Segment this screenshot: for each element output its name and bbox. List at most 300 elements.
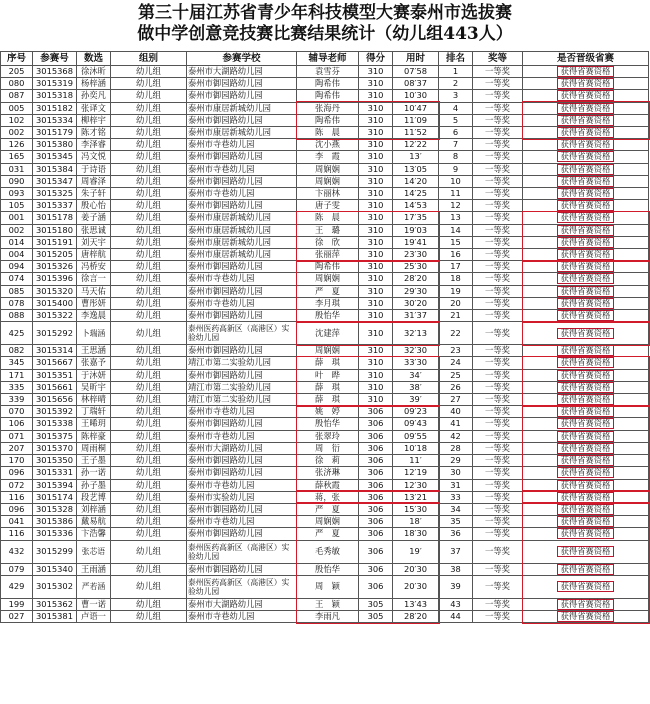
title-line-2: 做中学创意竞技赛比赛结果统计（幼儿组443人） (137, 24, 513, 44)
cell-school: 泰州市御园路幼儿园 (187, 467, 297, 479)
cell-time: 15′30 (393, 503, 439, 515)
cell-qualification (523, 285, 649, 297)
cell-school: 泰州市寺巷幼儿园 (187, 479, 297, 491)
cell-time: 12′19 (393, 467, 439, 479)
cell-teacher: 沈小燕 (297, 139, 359, 151)
cell-school: 泰州市康居新城幼儿园 (187, 249, 297, 261)
cell-group: 幼儿组 (111, 491, 187, 503)
cell-score: 305 (359, 610, 393, 622)
cell-qualification (523, 540, 649, 563)
cell-qualification (523, 467, 649, 479)
cell-score: 310 (359, 236, 393, 248)
qualification-tag: 获得省赛资格 (557, 394, 615, 405)
cell-award: 一等奖 (473, 102, 523, 114)
cell-row-index: 074 (1, 273, 33, 285)
cell-teacher: 李 霞 (297, 151, 359, 163)
cell-school: 泰州市御园路幼儿园 (187, 455, 297, 467)
cell-score: 310 (359, 357, 393, 369)
header-teacher: 辅导老师 (297, 52, 359, 66)
cell-teacher: 薛 琪 (297, 394, 359, 406)
cell-contestant-name: 于沐妍 (77, 369, 111, 381)
qualification-tag: 获得省赛资格 (557, 249, 615, 260)
cell-rank: 25 (439, 369, 473, 381)
cell-award: 一等奖 (473, 200, 523, 212)
cell-score: 306 (359, 479, 393, 491)
cell-score: 310 (359, 78, 393, 90)
qualification-tag: 获得省赛资格 (557, 480, 615, 491)
cell-school: 泰州市寺巷幼儿园 (187, 139, 297, 151)
cell-school: 泰州市康居新城幼儿园 (187, 102, 297, 114)
cell-entry-number: 3015174 (33, 491, 77, 503)
cell-score: 306 (359, 430, 393, 442)
table-row (1, 455, 649, 467)
cell-time: 18′ (393, 516, 439, 528)
cell-award: 一等奖 (473, 406, 523, 418)
qualification-tag: 获得省赛资格 (557, 443, 615, 454)
cell-teacher: 薛秋霞 (297, 479, 359, 491)
cell-award: 一等奖 (473, 249, 523, 261)
cell-entry-number: 3015320 (33, 285, 77, 297)
cell-rank: 24 (439, 357, 473, 369)
title-line-1: 第三十届江苏省青少年科技模型大赛泰州市选拔赛 (138, 3, 512, 23)
cell-contestant-name: 周睿泽 (77, 175, 111, 187)
cell-contestant-name: 孙一诺 (77, 467, 111, 479)
cell-teacher: 陶希伟 (297, 114, 359, 126)
cell-teacher: 徐 莉 (297, 455, 359, 467)
cell-teacher: 毛秀敏 (297, 540, 359, 563)
cell-school: 泰州市康居新城幼儿园 (187, 127, 297, 139)
cell-rank: 27 (439, 394, 473, 406)
cell-score: 310 (359, 224, 393, 236)
cell-rank: 22 (439, 322, 473, 345)
table-row (1, 394, 649, 406)
table-row (1, 249, 649, 261)
qualification-tag: 获得省赛资格 (557, 328, 615, 339)
cell-score: 310 (359, 139, 393, 151)
cell-rank: 33 (439, 491, 473, 503)
cell-time: 29′30 (393, 285, 439, 297)
cell-time: 10′47 (393, 102, 439, 114)
cell-row-index: 106 (1, 418, 33, 430)
cell-teacher: 周 衍 (297, 442, 359, 454)
cell-teacher: 周 颖 (297, 575, 359, 598)
cell-score: 310 (359, 90, 393, 102)
cell-teacher: 张海丹 (297, 102, 359, 114)
cell-rank: 15 (439, 236, 473, 248)
cell-entry-number: 3015182 (33, 102, 77, 114)
cell-time: 32′30 (393, 345, 439, 357)
cell-row-index: 425 (1, 322, 33, 345)
cell-award: 一等奖 (473, 78, 523, 90)
cell-qualification (523, 212, 649, 224)
qualification-tag: 获得省赛资格 (557, 611, 615, 622)
header-row (1, 52, 649, 66)
table-row (1, 516, 649, 528)
cell-rank: 26 (439, 381, 473, 393)
cell-group: 幼儿组 (111, 442, 187, 454)
cell-score: 310 (359, 369, 393, 381)
qualification-tag: 获得省赛资格 (557, 200, 615, 211)
cell-school: 泰州市御园路幼儿园 (187, 200, 297, 212)
cell-award: 一等奖 (473, 322, 523, 345)
table-row (1, 151, 649, 163)
cell-entry-number: 3015381 (33, 610, 77, 622)
qualification-tag: 获得省赛资格 (557, 357, 615, 368)
cell-score: 310 (359, 127, 393, 139)
cell-row-index: 071 (1, 430, 33, 442)
cell-qualification (523, 406, 649, 418)
cell-contestant-name: 张译文 (77, 102, 111, 114)
cell-contestant-name: 徐沐昕 (77, 66, 111, 78)
qualification-tag: 获得省赛资格 (557, 467, 615, 478)
table-row (1, 491, 649, 503)
qualification-tag: 获得省赛资格 (557, 382, 615, 393)
cell-contestant-name: 王雨涵 (77, 563, 111, 575)
cell-award: 一等奖 (473, 224, 523, 236)
table-row (1, 345, 649, 357)
cell-row-index: 094 (1, 261, 33, 273)
cell-group: 幼儿组 (111, 430, 187, 442)
qualification-tag: 获得省赛资格 (557, 90, 615, 101)
cell-row-index: 090 (1, 175, 33, 187)
cell-entry-number: 3015656 (33, 394, 77, 406)
cell-teacher: 张翠玲 (297, 430, 359, 442)
cell-qualification (523, 102, 649, 114)
qualification-tag: 获得省赛资格 (557, 431, 615, 442)
cell-qualification (523, 479, 649, 491)
table-row (1, 479, 649, 491)
table-row (1, 66, 649, 78)
cell-row-index: 432 (1, 540, 33, 563)
cell-time: 13′ (393, 151, 439, 163)
cell-entry-number: 3015334 (33, 114, 77, 126)
cell-group: 幼儿组 (111, 322, 187, 345)
cell-row-index: 429 (1, 575, 33, 598)
cell-award: 一等奖 (473, 114, 523, 126)
cell-contestant-name: 陈才铭 (77, 127, 111, 139)
cell-school: 泰州市御园路幼儿园 (187, 78, 297, 90)
cell-contestant-name: 姜子涵 (77, 212, 111, 224)
cell-score: 310 (359, 273, 393, 285)
cell-teacher: 徐 欣 (297, 236, 359, 248)
cell-qualification (523, 345, 649, 357)
cell-teacher: 卞丽林 (297, 188, 359, 200)
cell-group: 幼儿组 (111, 455, 187, 467)
cell-school: 泰州市大湖路幼儿园 (187, 66, 297, 78)
cell-award: 一等奖 (473, 139, 523, 151)
cell-contestant-name: 曹彤妍 (77, 297, 111, 309)
cell-time: 11′ (393, 455, 439, 467)
cell-row-index: 027 (1, 610, 33, 622)
cell-rank: 16 (439, 249, 473, 261)
cell-time: 09′43 (393, 418, 439, 430)
cell-qualification (523, 114, 649, 126)
cell-contestant-name: 冯文悦 (77, 151, 111, 163)
cell-score: 305 (359, 598, 393, 610)
header-award: 奖等 (473, 52, 523, 66)
cell-rank: 31 (439, 479, 473, 491)
cell-teacher: 唐子雯 (297, 200, 359, 212)
qualification-tag: 获得省赛资格 (557, 516, 615, 527)
cell-qualification (523, 491, 649, 503)
cell-time: 11′52 (393, 127, 439, 139)
cell-teacher: 周娴娴 (297, 273, 359, 285)
cell-school: 泰州市御园路幼儿园 (187, 563, 297, 575)
qualification-tag: 获得省赛资格 (557, 546, 615, 557)
table-row (1, 430, 649, 442)
table-row (1, 381, 649, 393)
cell-entry-number: 3015331 (33, 467, 77, 479)
cell-group: 幼儿组 (111, 345, 187, 357)
cell-rank: 39 (439, 575, 473, 598)
cell-award: 一等奖 (473, 442, 523, 454)
qualification-tag: 获得省赛资格 (557, 370, 615, 381)
cell-award: 一等奖 (473, 418, 523, 430)
table-row (1, 163, 649, 175)
cell-qualification (523, 430, 649, 442)
cell-score: 310 (359, 102, 393, 114)
cell-score: 310 (359, 212, 393, 224)
cell-contestant-name: 马天佑 (77, 285, 111, 297)
cell-school: 泰州市大湖路幼儿园 (187, 442, 297, 454)
cell-entry-number: 3015400 (33, 297, 77, 309)
cell-contestant-name: 吴昕宇 (77, 381, 111, 393)
cell-time: 19′ (393, 540, 439, 563)
table-row (1, 261, 649, 273)
cell-rank: 42 (439, 430, 473, 442)
cell-qualification (523, 575, 649, 598)
cell-teacher: 周娴娴 (297, 163, 359, 175)
cell-teacher: 王 颖 (297, 598, 359, 610)
cell-time: 30′20 (393, 297, 439, 309)
cell-teacher: 殷怡华 (297, 418, 359, 430)
cell-contestant-name: 卢语一 (77, 610, 111, 622)
cell-score: 310 (359, 66, 393, 78)
cell-entry-number: 3015180 (33, 224, 77, 236)
cell-score: 306 (359, 528, 393, 540)
cell-school: 泰州市寺巷幼儿园 (187, 406, 297, 418)
cell-entry-number: 3015205 (33, 249, 77, 261)
cell-contestant-name: 段艺博 (77, 491, 111, 503)
cell-time: 19′03 (393, 224, 439, 236)
cell-row-index: 078 (1, 297, 33, 309)
cell-group: 幼儿组 (111, 163, 187, 175)
cell-award: 一等奖 (473, 212, 523, 224)
header-contestant: 数选 (77, 52, 111, 66)
cell-award: 一等奖 (473, 540, 523, 563)
cell-row-index: 335 (1, 381, 33, 393)
cell-entry-number: 3015396 (33, 273, 77, 285)
cell-award: 一等奖 (473, 467, 523, 479)
cell-group: 幼儿组 (111, 598, 187, 610)
cell-school: 泰州市寺巷幼儿园 (187, 188, 297, 200)
cell-school: 泰州市实验幼儿园 (187, 491, 297, 503)
cell-award: 一等奖 (473, 610, 523, 622)
cell-row-index: 079 (1, 563, 33, 575)
cell-qualification (523, 610, 649, 622)
table-row (1, 357, 649, 369)
qualification-tag: 获得省赛资格 (557, 345, 615, 356)
cell-school: 泰州医药高新区（高港区）实验幼儿园 (187, 540, 297, 563)
table-row (1, 418, 649, 430)
cell-contestant-name: 刘天宇 (77, 236, 111, 248)
cell-rank: 14 (439, 224, 473, 236)
cell-time: 28′20 (393, 610, 439, 622)
qualification-tag: 获得省赛资格 (557, 286, 615, 297)
cell-entry-number: 3015370 (33, 442, 77, 454)
cell-qualification (523, 139, 649, 151)
cell-score: 306 (359, 491, 393, 503)
cell-qualification (523, 273, 649, 285)
qualification-tag: 获得省赛资格 (557, 212, 615, 223)
cell-contestant-name: 李泽睿 (77, 139, 111, 151)
cell-rank: 6 (439, 127, 473, 139)
cell-rank: 10 (439, 175, 473, 187)
cell-group: 幼儿组 (111, 236, 187, 248)
table-row (1, 114, 649, 126)
cell-school: 泰州市康居新城幼儿园 (187, 212, 297, 224)
cell-qualification (523, 175, 649, 187)
cell-teacher: 周娴娴 (297, 516, 359, 528)
table-row (1, 442, 649, 454)
cell-school: 泰州市御园路幼儿园 (187, 310, 297, 322)
cell-entry-number: 3015380 (33, 139, 77, 151)
cell-award: 一等奖 (473, 273, 523, 285)
table-row (1, 224, 649, 236)
cell-teacher: 姚 婷 (297, 406, 359, 418)
cell-teacher: 陶希伟 (297, 78, 359, 90)
cell-rank: 1 (439, 66, 473, 78)
cell-award: 一等奖 (473, 430, 523, 442)
qualification-tag: 获得省赛资格 (557, 455, 615, 466)
cell-row-index: 126 (1, 139, 33, 151)
table-row (1, 563, 649, 575)
cell-group: 幼儿组 (111, 610, 187, 622)
cell-row-index: 001 (1, 212, 33, 224)
cell-school: 泰州市御园路幼儿园 (187, 369, 297, 381)
qualification-tag: 获得省赛资格 (557, 103, 615, 114)
cell-rank: 4 (439, 102, 473, 114)
cell-school: 泰州市御园路幼儿园 (187, 114, 297, 126)
cell-score: 310 (359, 200, 393, 212)
cell-rank: 28 (439, 442, 473, 454)
qualification-tag: 获得省赛资格 (557, 188, 615, 199)
table-row (1, 610, 649, 622)
cell-qualification (523, 236, 649, 248)
cell-time: 17′35 (393, 212, 439, 224)
cell-school: 靖江市第二实验幼儿园 (187, 394, 297, 406)
cell-entry-number: 3015394 (33, 479, 77, 491)
cell-time: 33′30 (393, 357, 439, 369)
table-row (1, 78, 649, 90)
cell-school: 泰州市大湖路幼儿园 (187, 598, 297, 610)
qualification-tag: 获得省赛资格 (557, 418, 615, 429)
cell-qualification (523, 66, 649, 78)
cell-row-index: 207 (1, 442, 33, 454)
cell-rank: 11 (439, 188, 473, 200)
cell-entry-number: 3015191 (33, 236, 77, 248)
qualification-tag: 获得省赛资格 (557, 139, 615, 150)
cell-contestant-name: 王思涵 (77, 345, 111, 357)
cell-time: 20′30 (393, 575, 439, 598)
cell-score: 306 (359, 516, 393, 528)
cell-row-index: 005 (1, 102, 33, 114)
cell-group: 幼儿组 (111, 273, 187, 285)
cell-group: 幼儿组 (111, 381, 187, 393)
table-row (1, 200, 649, 212)
cell-qualification (523, 200, 649, 212)
cell-time: 09′55 (393, 430, 439, 442)
cell-time: 19′41 (393, 236, 439, 248)
cell-entry-number: 3015350 (33, 455, 77, 467)
cell-teacher: 陶希伟 (297, 261, 359, 273)
cell-contestant-name: 陈梓豪 (77, 430, 111, 442)
table-row (1, 236, 649, 248)
cell-score: 306 (359, 442, 393, 454)
cell-entry-number: 3015392 (33, 406, 77, 418)
table-row (1, 575, 649, 598)
cell-row-index: 014 (1, 236, 33, 248)
cell-qualification (523, 78, 649, 90)
cell-group: 幼儿组 (111, 139, 187, 151)
cell-group: 幼儿组 (111, 516, 187, 528)
cell-score: 310 (359, 114, 393, 126)
cell-time: 14′20 (393, 175, 439, 187)
cell-qualification (523, 442, 649, 454)
table-row (1, 90, 649, 102)
table-row (1, 285, 649, 297)
cell-group: 幼儿组 (111, 151, 187, 163)
cell-group: 幼儿组 (111, 503, 187, 515)
cell-time: 11′09 (393, 114, 439, 126)
cell-time: 10′30 (393, 90, 439, 102)
cell-qualification (523, 249, 649, 261)
cell-row-index: 002 (1, 224, 33, 236)
cell-school: 泰州市寺巷幼儿园 (187, 163, 297, 175)
cell-score: 306 (359, 406, 393, 418)
qualification-tag: 获得省赛资格 (557, 599, 615, 610)
cell-row-index: 002 (1, 127, 33, 139)
table-row (1, 528, 649, 540)
cell-award: 一等奖 (473, 66, 523, 78)
cell-contestant-name: 卜瑞涵 (77, 322, 111, 345)
cell-entry-number: 3015179 (33, 127, 77, 139)
cell-time: 23′30 (393, 249, 439, 261)
cell-group: 幼儿组 (111, 297, 187, 309)
cell-rank: 37 (439, 540, 473, 563)
cell-score: 310 (359, 249, 393, 261)
cell-school: 泰州市寺巷幼儿园 (187, 430, 297, 442)
cell-entry-number: 3015314 (33, 345, 77, 357)
qualification-tag: 获得省赛资格 (557, 127, 615, 138)
cell-group: 幼儿组 (111, 406, 187, 418)
cell-rank: 3 (439, 90, 473, 102)
cell-row-index: 345 (1, 357, 33, 369)
cell-contestant-name: 殷心怡 (77, 200, 111, 212)
cell-award: 一等奖 (473, 516, 523, 528)
cell-group: 幼儿组 (111, 310, 187, 322)
qualification-tag: 获得省赛资格 (557, 581, 615, 592)
cell-row-index: 171 (1, 369, 33, 381)
cell-award: 一等奖 (473, 491, 523, 503)
cell-score: 306 (359, 455, 393, 467)
cell-contestant-name: 朱子轩 (77, 188, 111, 200)
cell-group: 幼儿组 (111, 528, 187, 540)
cell-group: 幼儿组 (111, 285, 187, 297)
cell-rank: 7 (439, 139, 473, 151)
cell-row-index: 339 (1, 394, 33, 406)
cell-score: 310 (359, 285, 393, 297)
